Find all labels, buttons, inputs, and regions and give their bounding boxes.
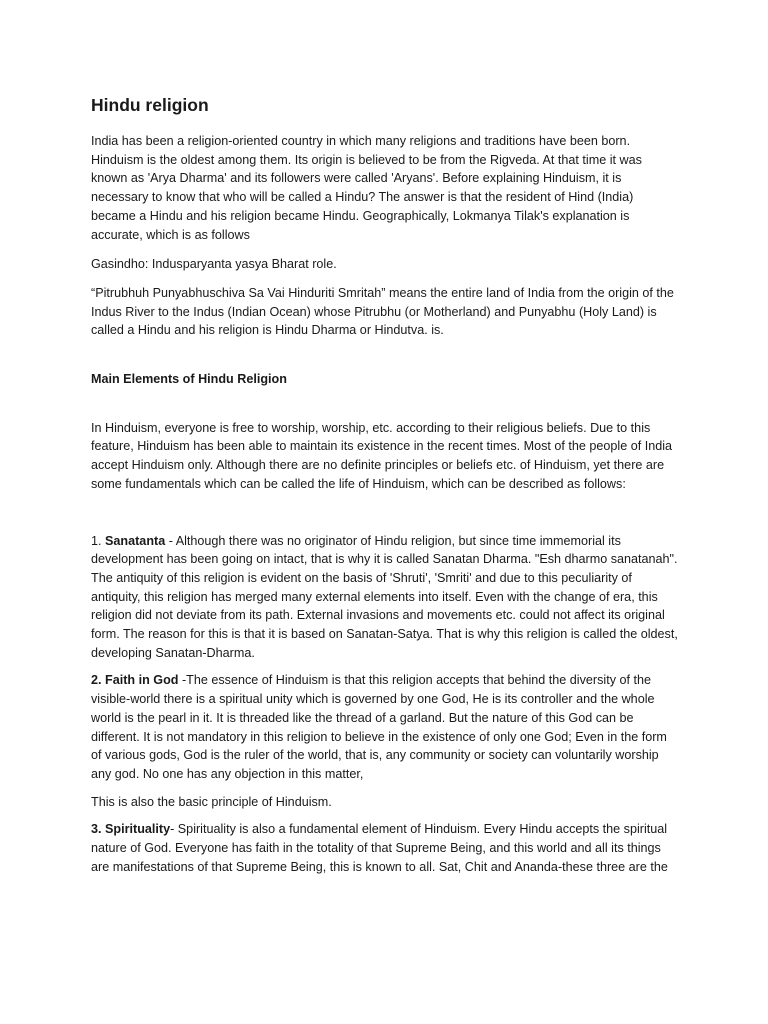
document-body (91, 94, 679, 886)
intro-paragraph: India has been a religion-oriented country in which many religions and traditions have been born. Hinduism is the oldest among them. Its origin is believed to be from the Rigveda. At that time it was known as 'Arya Dharma' and its followers were called 'Aryans'. Before explaining Hinduism, it is necessary to know that who will be called a Hindu? The answer is that the resident of Hind (India) became a Hindu and his religion became Hindu. Geographically, Lokmanya Tilak's explanation is accurate, which is as follows (91, 134, 642, 242)
section-heading: Main Elements of Hindu Religion (91, 372, 287, 387)
element-faith-in-god (91, 671, 679, 783)
element-text: - Although there was no originator of Hindu religion, but since time immemorial its development has been going on intact, that is why it is called Sanatan Dharma. "Esh dharmo sanatanah". The antiquity of this religion is evident on the basis of 'Shruti', 'Smriti' and due to this peculiarity of antiquity, this religion has merged many external elements into itself. Even with the change of era, this religion did not deviate from its path. External invasions and movements etc. could not affect its original form. The reason for this is that it is based on Sanatan-Satya. That is why this religion is called the oldest, developing Sanatan-Dharma. (91, 533, 678, 660)
basic-principle-note: This is also the basic principle of Hinduism. (91, 794, 332, 809)
element-name: Spirituality (105, 822, 171, 837)
element-number: 1. (91, 533, 106, 548)
element-name: Sanatanta (105, 533, 166, 548)
section-intro: In Hinduism, everyone is free to worship, worship, etc. according to their religious beliefs. Due to this feature, Hinduism has been able to maintain its existence in the recent times. Most of the people of India accept Hinduism only. Although there are no definite principles or beliefs etc. of Hinduism, yet there are some fundamentals which can be called the life of Hinduism, which can be described as follows: (91, 420, 673, 491)
verse-explanation: “Pitrubhuh Punyabhuschiva Sa Vai Hinduriti Smritah” means the entire land of India from the origin of the Indus River to the Indus (Indian Ocean) whose Pitrubhu (or Motherland) and Punyabhu (Holy Land) is called a Hindu and his religion is Hindu Dharma or Hindutva. is. (91, 285, 674, 338)
verse-line: Gasindho: Indusparyanta yasya Bharat role. (91, 257, 337, 272)
element-text: - Spirituality is also a fundamental element of Hinduism. Every Hindu accepts the spiritual nature of God. Everyone has faith in the totality of that Supreme Being, and this world and all its things are manifestations of that Supreme Being, this is known to all. Sat, Chit and Ananda-these three are the (91, 822, 668, 874)
element-text: -The essence of Hinduism is that this religion accepts that behind the diversity of the visible-world there is a spiritual unity which is governed by one God, He is its controller and the whole world is the pearl in it. It is threaded like the thread of a garland. But the nature of this God can be different. It is not mandatory in this religion to believe in the existence of only one God; Even in the form of various gods, God is the ruler of the world, that is, any community or society can voluntarily worship any god. No one has any objection in this matter, (91, 673, 667, 781)
document-title: Hindu religion (91, 95, 209, 115)
element-sanatanta (91, 532, 679, 663)
element-number: 3. (91, 822, 106, 837)
element-spirituality (91, 820, 679, 876)
element-number: 2. (91, 673, 106, 688)
element-name: Faith in God (105, 673, 179, 688)
